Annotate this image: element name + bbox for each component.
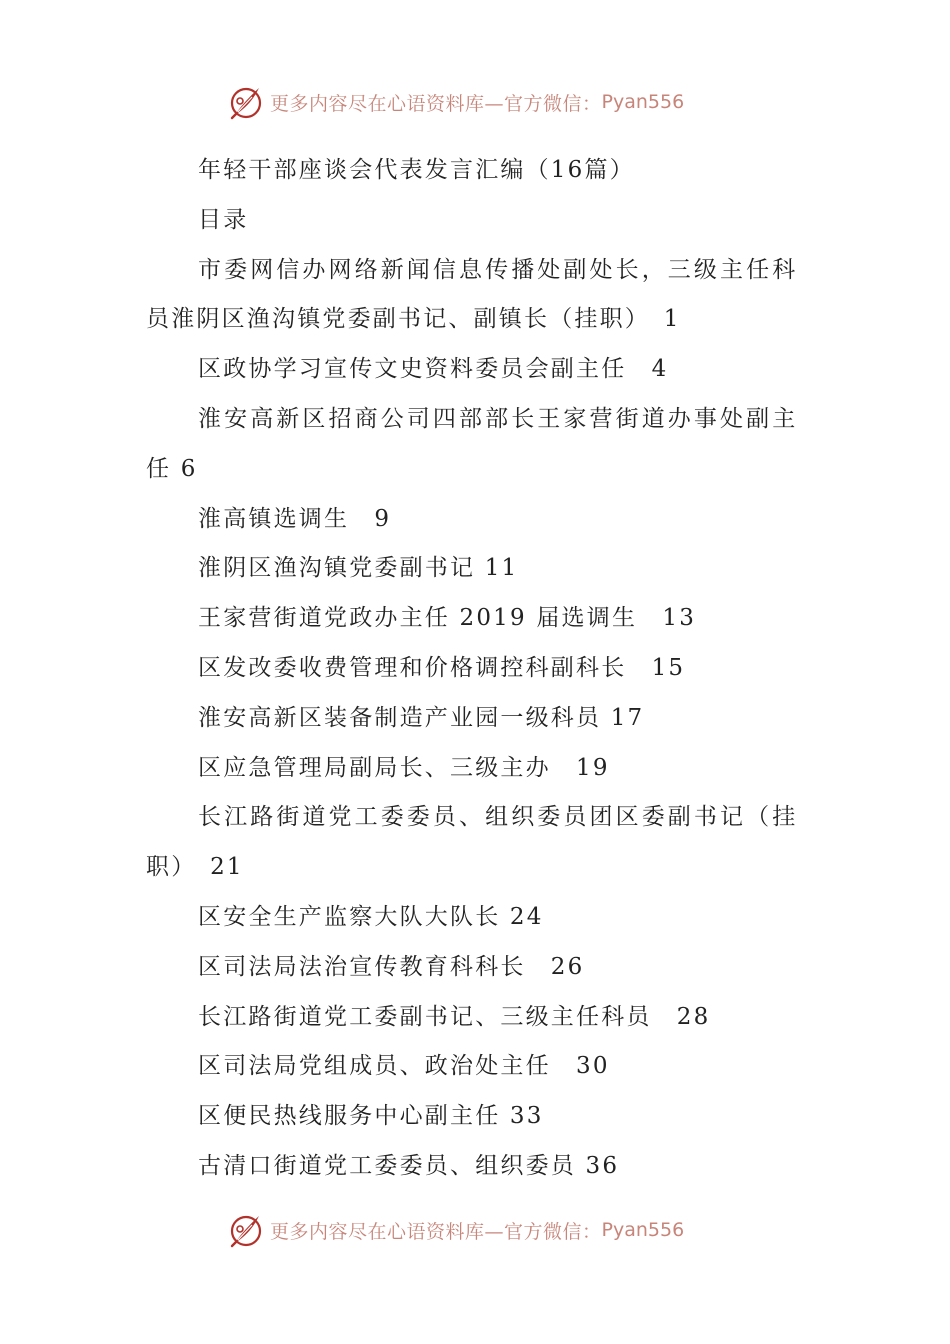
toc-line: 市委网信办网络新闻信息传播处副处长，三级主任科	[198, 256, 799, 283]
toc-line: 王家营街道党政办主任 2019 届选调生 13	[198, 605, 697, 632]
footer-banner-text: 更多内容尽在心语资料库—官方微信：	[270, 1220, 602, 1243]
toc-line: 淮阴区渔沟镇党委副书记 11	[198, 555, 519, 582]
footer-banner-wechat-id: Pyan556	[601, 1219, 685, 1241]
toc-line: 长江路街道党工委委员、组织委员团区委副书记（挂	[198, 804, 799, 831]
quill-pen-logo-icon	[226, 82, 266, 122]
toc-line: 区应急管理局副局长、三级主办 19	[198, 754, 610, 781]
toc-line: 长江路街道党工委副书记、三级主任科员 28	[198, 1003, 711, 1030]
document-body	[146, 146, 806, 1192]
toc-line: 区政协学习宣传文史资料委员会副主任 4	[198, 356, 669, 383]
toc-line: 员淮阴区渔沟镇党委副书记、副镇长（挂职） 1	[146, 306, 681, 333]
footer-banner	[226, 1208, 684, 1252]
toc-line: 淮安高新区装备制造产业园一级科员 17	[198, 704, 645, 731]
toc-line: 古清口街道党工委委员、组织委员 36	[198, 1152, 620, 1179]
toc-line: 区发改委收费管理和价格调控科副科长 15	[198, 654, 686, 681]
toc-line: 区便民热线服务中心副主任 33	[198, 1103, 544, 1130]
quill-pen-logo-icon	[226, 1210, 266, 1250]
toc-line: 淮安高新区招商公司四部部长王家营街道办事处副主	[198, 405, 799, 432]
toc-line: 区司法局法治宣传教育科科长 26	[198, 953, 585, 980]
toc-heading: 目录	[198, 206, 249, 233]
toc-line: 淮高镇选调生 9	[198, 505, 392, 532]
toc-line: 任 6	[146, 455, 198, 482]
header-banner-wechat-id: Pyan556	[601, 91, 685, 113]
toc-line: 区安全生产监察大队大队长 24	[198, 903, 544, 930]
toc-line: 区司法局党组成员、政治处主任 30	[198, 1053, 610, 1080]
header-banner	[226, 80, 684, 124]
document-title: 年轻干部座谈会代表发言汇编（16篇）	[198, 157, 635, 183]
header-banner-text: 更多内容尽在心语资料库—官方微信：	[270, 92, 602, 115]
toc-line: 职） 21	[146, 854, 244, 881]
